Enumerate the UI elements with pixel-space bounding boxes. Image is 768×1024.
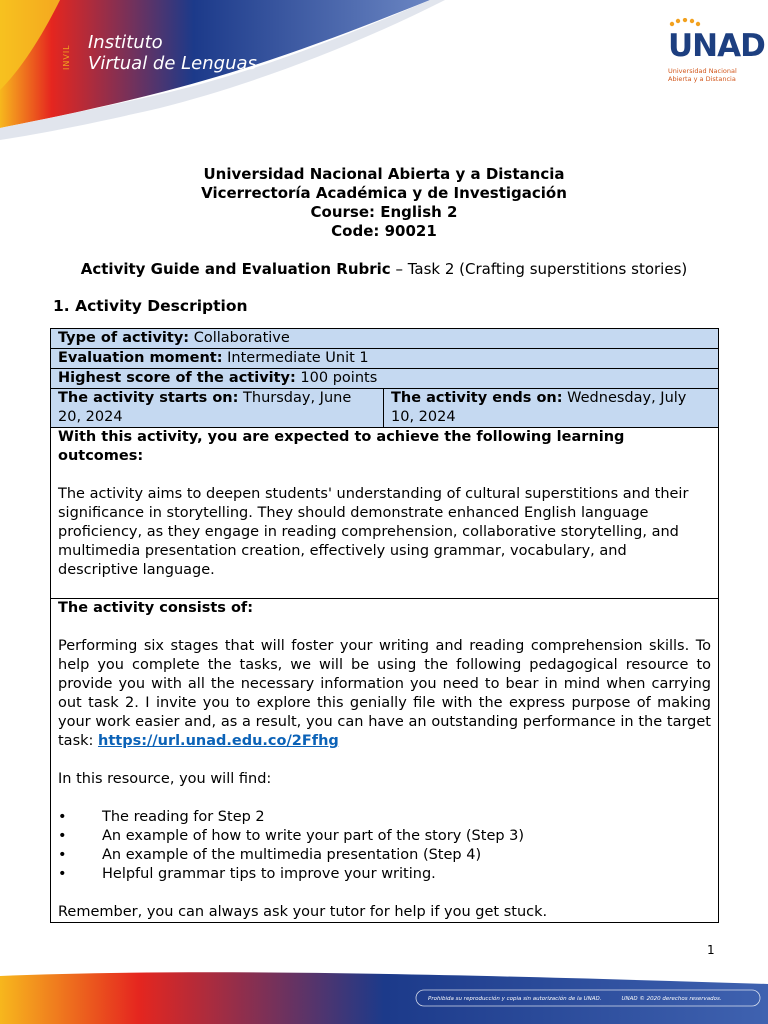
outcomes-heading: With this activity, you are expected to achieve the following learning outcomes: [58, 429, 625, 464]
ivl-vertical-label: INVIL [62, 44, 71, 70]
type-label: Type of activity: [58, 330, 190, 346]
consists-paragraph [58, 637, 711, 751]
guide-title [0, 260, 768, 278]
resource-intro: In this resource, you will find: [58, 771, 272, 787]
list-item [58, 846, 711, 865]
moment-row [51, 349, 719, 369]
list-item-text: Helpful grammar tips to improve your writing. [102, 866, 436, 882]
score-value: 100 points [295, 370, 378, 386]
course-code: Code: 90021 [331, 222, 437, 240]
consists-text: Performing six stages that will foster your writing and reading comprehension skills. To help you complete the tasks, we will be using the following pedagogical resource to provide you with all the necessary information you need to bear in mind when carrying out task 2. I invite you to explore this genially file with the express purpose of making your work easier and, as a result, you can have an outstanding performance in the target task: [58, 638, 711, 749]
footer-rights: UNAD © 2020 derechos reservados. [621, 996, 722, 1002]
resource-list [58, 808, 711, 884]
reminder-text: Remember, you can always ask your tutor for help if you get stuck. [58, 904, 548, 920]
guide-title-rest: – Task 2 (Crafting superstitions stories) [390, 260, 688, 278]
unad-logo-subtitle [668, 67, 737, 83]
ends-value: Wednesday, July 10, 2024 [391, 390, 687, 425]
list-item [58, 865, 711, 884]
page-number: 1 [707, 943, 715, 957]
section-title: 1. Activity Description [53, 297, 248, 315]
consists-heading: The activity consists of: [58, 600, 254, 616]
type-value: Collaborative [189, 330, 290, 346]
unad-logo-sub2: Abierta y a Distancia [668, 75, 736, 83]
bullet-icon: • [58, 828, 67, 844]
bullet-icon: • [58, 809, 67, 825]
bullet-icon: • [58, 866, 67, 882]
list-item-text: An example of the multimedia presentation (Step 4) [102, 847, 482, 863]
bullet-icon: • [58, 847, 67, 863]
footer-copy-notice: Prohibida su reproducción y copia sin autorización de la UNAD. [428, 996, 602, 1002]
brand-line-1: Instituto [88, 32, 163, 53]
list-item [58, 827, 711, 846]
score-row [51, 369, 719, 389]
consists-cell [51, 599, 719, 923]
score-label: Highest score of the activity: [58, 370, 296, 386]
outcomes-text: The activity aims to deepen students' understanding of cultural superstitions and their significance in storytelling. They should demonstrate enhanced English language proficiency, as they engage in reading comprehension, collaborative storytelling, and multimedia presentation creation, effectively using grammar, vocabulary, and descriptive language. [58, 486, 689, 578]
guide-title-bold: Activity Guide and Evaluation Rubric [80, 260, 391, 278]
vice-rectory: Vicerrectoría Académica y de Investigación [201, 184, 567, 202]
start-date-cell [51, 389, 384, 428]
type-row [51, 329, 719, 349]
outcomes-cell [51, 428, 719, 599]
university-name: Universidad Nacional Abierta y a Distancia [203, 165, 565, 183]
document-header [0, 165, 768, 241]
moment-label: Evaluation moment: [58, 350, 223, 366]
unad-logo-sub1: Universidad Nacional [668, 67, 737, 75]
brand-line-2: Virtual de Lenguas [88, 53, 257, 74]
footer-notice [428, 996, 748, 1002]
list-item [58, 808, 711, 827]
moment-value: Intermediate Unit 1 [222, 350, 369, 366]
unad-logo-word: UNAD [668, 28, 765, 64]
genially-link[interactable]: https://url.unad.edu.co/2Ffhg [98, 733, 339, 749]
ends-label: The activity ends on: [391, 390, 563, 406]
starts-value: Thursday, June 20, 2024 [58, 390, 352, 425]
list-item-text: An example of how to write your part of the story (Step 3) [102, 828, 525, 844]
end-date-cell [384, 389, 719, 428]
activity-table [50, 328, 719, 923]
list-item-text: The reading for Step 2 [102, 809, 265, 825]
starts-label: The activity starts on: [58, 390, 239, 406]
course-name: Course: English 2 [310, 203, 458, 221]
